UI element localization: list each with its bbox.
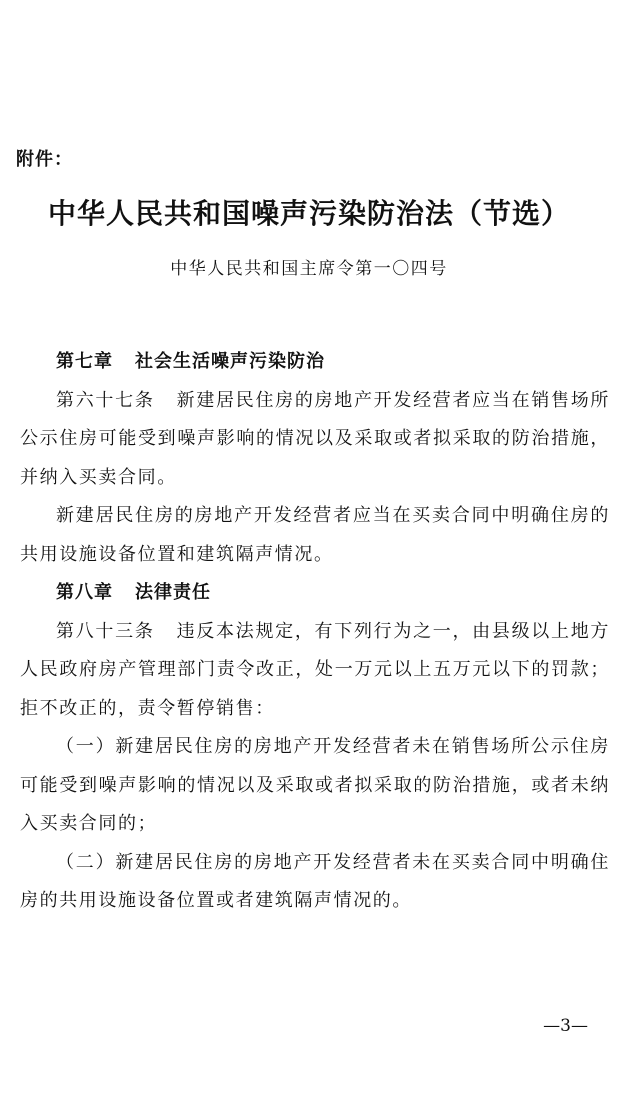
chapter-8-number: 第八章 [56,582,113,603]
page-number: —3— [543,1016,588,1036]
article-67-paragraph [20,382,610,498]
document-body [20,343,610,921]
article-83-text: 违反本法规定，有下列行为之一，由县级以上地方人民政府房产管理部门责令改正，处一万元以上五万元以下的罚款；拒不改正的，责令暂停销售： [20,620,611,719]
chapter-7-number: 第七章 [56,351,113,372]
chapter-7-name: 社会生活噪声污染防治 [135,351,325,372]
chapter-7-heading [20,343,610,382]
document-title: 中华人民共和国噪声污染防治法（节选） [47,197,570,230]
article-67-number: 第六十七条 [56,389,155,411]
chapter-8-heading [20,574,610,613]
document-subtitle: 中华人民共和国主席令第一〇四号 [170,259,448,279]
article-83-item-2: （二）新建居民住房的房地产开发经营者未在买卖合同中明确住房的共用设施设备位置或者建筑隔声情况的。 [20,851,610,911]
article-83-number: 第八十三条 [56,620,155,642]
article-67-paragraph-2: 新建居民住房的房地产开发经营者应当在买卖合同中明确住房的共用设施设备位置和建筑隔声情况。 [20,505,610,565]
article-83-item-1: （一）新建居民住房的房地产开发经营者未在销售场所公示住房可能受到噪声影响的情况以及采取或者拟采取的防治措施，或者未纳入买卖合同的； [20,736,610,834]
article-67-text: 新建居民住房的房地产开发经营者应当在销售场所公示住房可能受到噪声影响的情况以及采取或者拟采取的防治措施，并纳入买卖合同。 [20,389,611,488]
article-83-paragraph [20,613,610,729]
attachment-label: 附件： [16,149,73,170]
chapter-8-name: 法律责任 [135,582,211,603]
